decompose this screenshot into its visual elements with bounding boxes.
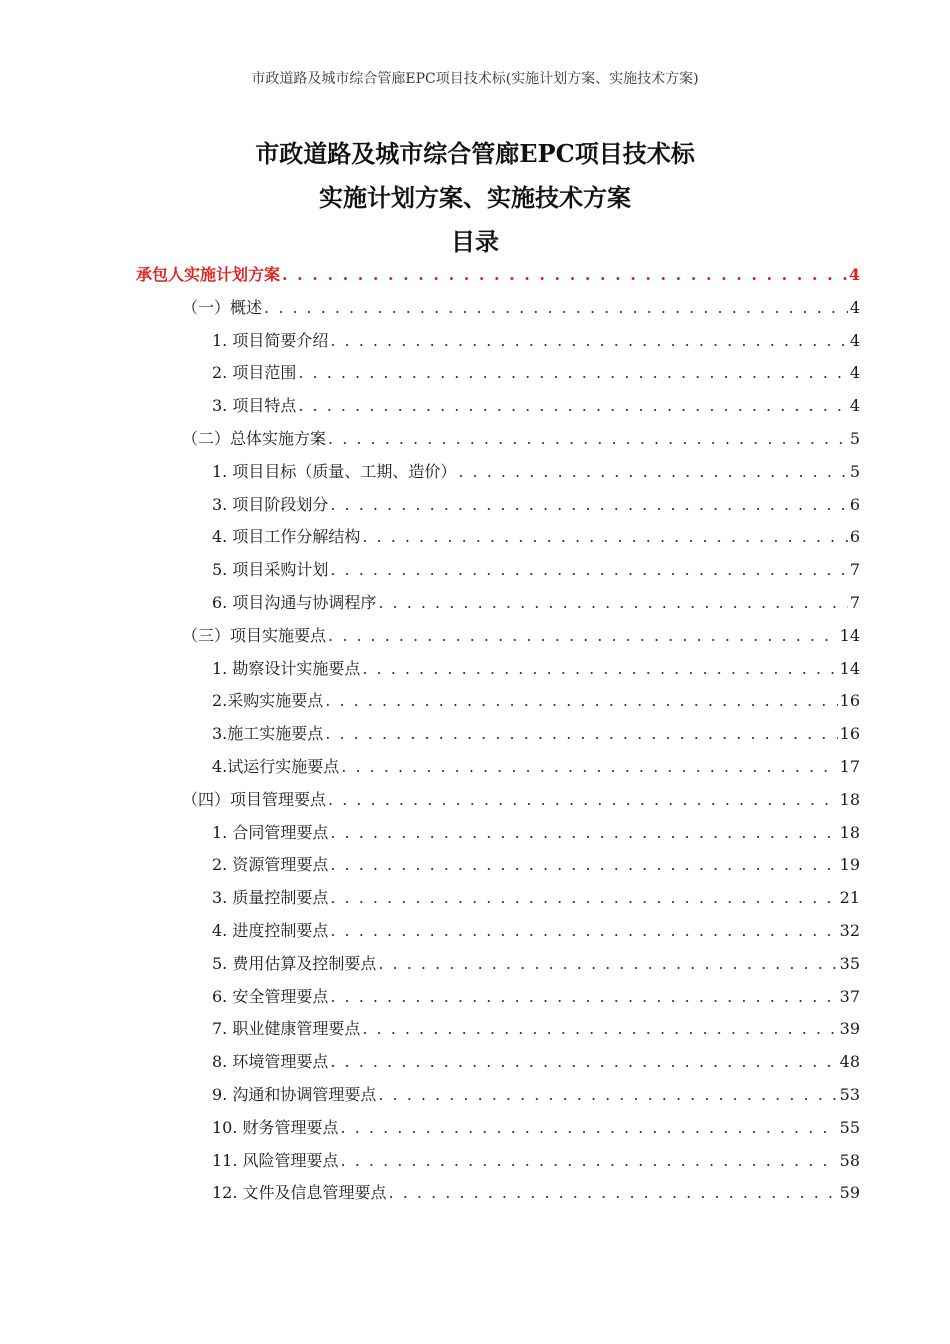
toc-dot-leader [330, 823, 837, 842]
toc-entry-page: 16 [839, 691, 860, 711]
toc-dot-leader [458, 462, 847, 481]
toc-entry[interactable] [136, 1115, 860, 1148]
toc-entry[interactable] [136, 688, 860, 721]
toc-dot-leader [298, 363, 847, 382]
toc-entry[interactable] [136, 623, 860, 656]
document-subtitle: 实施计划方案、实施技术方案 [319, 183, 631, 212]
toc-dot-leader [378, 954, 837, 973]
toc-entry-page: 6 [849, 527, 860, 547]
toc-entry-label: （三）项目实施要点 [182, 625, 327, 645]
toc-entry-label: 1. 合同管理要点 [212, 822, 329, 842]
toc-entry-label: （二）总体实施方案 [182, 428, 327, 448]
toc-entry[interactable] [136, 984, 860, 1017]
table-of-contents [136, 262, 860, 1213]
toc-entry[interactable] [136, 1148, 860, 1181]
toc-entry[interactable] [136, 1049, 860, 1082]
toc-entry[interactable] [136, 754, 860, 787]
toc-entry-page: 5 [849, 428, 860, 448]
toc-dot-leader [325, 724, 837, 743]
toc-dot-leader [330, 1052, 837, 1071]
toc-entry-label: （四）项目管理要点 [182, 789, 327, 809]
toc-entry[interactable] [136, 590, 860, 623]
toc-entry-page: 16 [839, 724, 860, 744]
toc-entry-page: 55 [839, 1117, 860, 1137]
running-header: 市政道路及城市综合管廊EPC项目技术标(实施计划方案、实施技术方案) [251, 71, 699, 87]
toc-entry[interactable] [136, 393, 860, 426]
toc-dot-leader [328, 429, 848, 448]
toc-dot-leader [328, 626, 838, 645]
toc-entry-page: 35 [839, 953, 860, 973]
toc-entry-page: 58 [839, 1150, 860, 1170]
toc-entry-page: 21 [839, 888, 860, 908]
toc-dot-leader [362, 659, 837, 678]
toc-entry[interactable] [136, 918, 860, 951]
toc-dot-leader [389, 1183, 838, 1202]
toc-entry-label: 4. 项目工作分解结构 [212, 527, 361, 547]
toc-entry-page: 5 [849, 461, 860, 481]
toc-dot-leader [330, 560, 847, 579]
toc-entry-page: 32 [839, 920, 860, 940]
toc-entry[interactable] [136, 1016, 860, 1049]
toc-entry-page: 14 [839, 658, 860, 678]
toc-entry-label: 承包人实施计划方案 [136, 265, 281, 284]
toc-entry-page: 7 [849, 592, 860, 612]
toc-entry-label: 6. 项目沟通与协调程序 [212, 592, 377, 612]
toc-entry-label: 8. 环境管理要点 [212, 1052, 329, 1072]
toc-dot-leader [330, 921, 837, 940]
toc-entry-label: 1. 项目目标（质量、工期、造价） [212, 461, 457, 481]
toc-dot-leader [330, 987, 837, 1006]
toc-dot-leader [341, 757, 837, 776]
toc-dot-leader [298, 396, 847, 415]
toc-entry[interactable] [136, 1082, 860, 1115]
toc-entry-label: 4.试运行实施要点 [212, 756, 340, 776]
toc-entry-label: 6. 安全管理要点 [212, 986, 329, 1006]
toc-entry[interactable] [136, 787, 860, 820]
toc-entry-page: 19 [839, 855, 860, 875]
toc-entry-page: 7 [849, 560, 860, 580]
toc-entry[interactable] [136, 1180, 860, 1213]
toc-entry[interactable] [136, 492, 860, 525]
toc-entry-label: 9. 沟通和协调管理要点 [212, 1084, 377, 1104]
toc-entry[interactable] [136, 295, 860, 328]
toc-dot-leader [330, 331, 847, 350]
toc-entry[interactable] [136, 360, 860, 393]
toc-dot-leader [378, 1085, 837, 1104]
toc-entry-label: 5. 费用估算及控制要点 [212, 953, 377, 973]
toc-entry-page: 18 [839, 789, 860, 809]
toc-entry-label: 3. 项目特点 [212, 396, 297, 416]
toc-entry-label: 1. 项目简要介绍 [212, 330, 329, 350]
toc-entry-page: 18 [839, 822, 860, 842]
toc-dot-leader [282, 265, 847, 284]
toc-dot-leader [328, 790, 838, 809]
toc-entry-page: 39 [839, 1019, 860, 1039]
toc-entry-page: 53 [839, 1084, 860, 1104]
toc-entry[interactable] [136, 557, 860, 590]
toc-entry[interactable] [136, 426, 860, 459]
toc-dot-leader [341, 1151, 838, 1170]
toc-heading: 目录 [451, 227, 499, 256]
toc-entry[interactable] [136, 262, 860, 295]
toc-dot-leader [264, 298, 848, 317]
toc-dot-leader [325, 691, 837, 710]
document-title: 市政道路及城市综合管廊EPC项目技术标 [255, 139, 695, 168]
toc-entry[interactable] [136, 459, 860, 492]
toc-dot-leader [378, 593, 847, 612]
toc-entry-page: 4 [849, 396, 860, 416]
toc-dot-leader [341, 1118, 838, 1137]
title-block [0, 132, 950, 264]
toc-entry[interactable] [136, 951, 860, 984]
toc-entry[interactable] [136, 852, 860, 885]
toc-dot-leader [362, 1019, 837, 1038]
toc-entry-label: 3. 质量控制要点 [212, 888, 329, 908]
toc-entry-label: 3. 项目阶段划分 [212, 494, 329, 514]
toc-entry-page: 37 [839, 986, 860, 1006]
toc-entry-page: 59 [839, 1183, 860, 1203]
toc-entry-page: 17 [839, 756, 860, 776]
toc-entry[interactable] [136, 328, 860, 361]
toc-entry-label: 3.施工实施要点 [212, 724, 324, 744]
toc-entry-label: 2. 项目范围 [212, 363, 297, 383]
toc-entry-page: 4 [849, 330, 860, 350]
toc-dot-leader [330, 495, 847, 514]
toc-entry-label: 2. 资源管理要点 [212, 855, 329, 875]
toc-entry-label: 7. 职业健康管理要点 [212, 1019, 361, 1039]
toc-dot-leader [362, 527, 847, 546]
toc-entry-page: 14 [839, 625, 860, 645]
toc-entry[interactable] [136, 820, 860, 853]
toc-entry-label: （一）概述 [182, 297, 263, 317]
toc-entry-label: 10. 财务管理要点 [212, 1117, 339, 1137]
toc-dot-leader [330, 888, 837, 907]
toc-entry[interactable] [136, 656, 860, 689]
toc-entry-label: 12. 文件及信息管理要点 [212, 1183, 387, 1203]
toc-entry[interactable] [136, 721, 860, 754]
toc-entry-page: 48 [839, 1052, 860, 1072]
toc-entry-label: 4. 进度控制要点 [212, 920, 329, 940]
toc-entry-label: 11. 风险管理要点 [212, 1150, 339, 1170]
toc-entry-page: 4 [849, 297, 860, 317]
toc-entry-page: 4 [848, 265, 860, 284]
toc-entry-label: 1. 勘察设计实施要点 [212, 658, 361, 678]
toc-entry-page: 4 [849, 363, 860, 383]
toc-dot-leader [330, 855, 837, 874]
toc-entry-page: 6 [849, 494, 860, 514]
toc-entry[interactable] [136, 885, 860, 918]
toc-entry-label: 2.采购实施要点 [212, 691, 324, 711]
toc-entry[interactable] [136, 524, 860, 557]
toc-entry-label: 5. 项目采购计划 [212, 560, 329, 580]
